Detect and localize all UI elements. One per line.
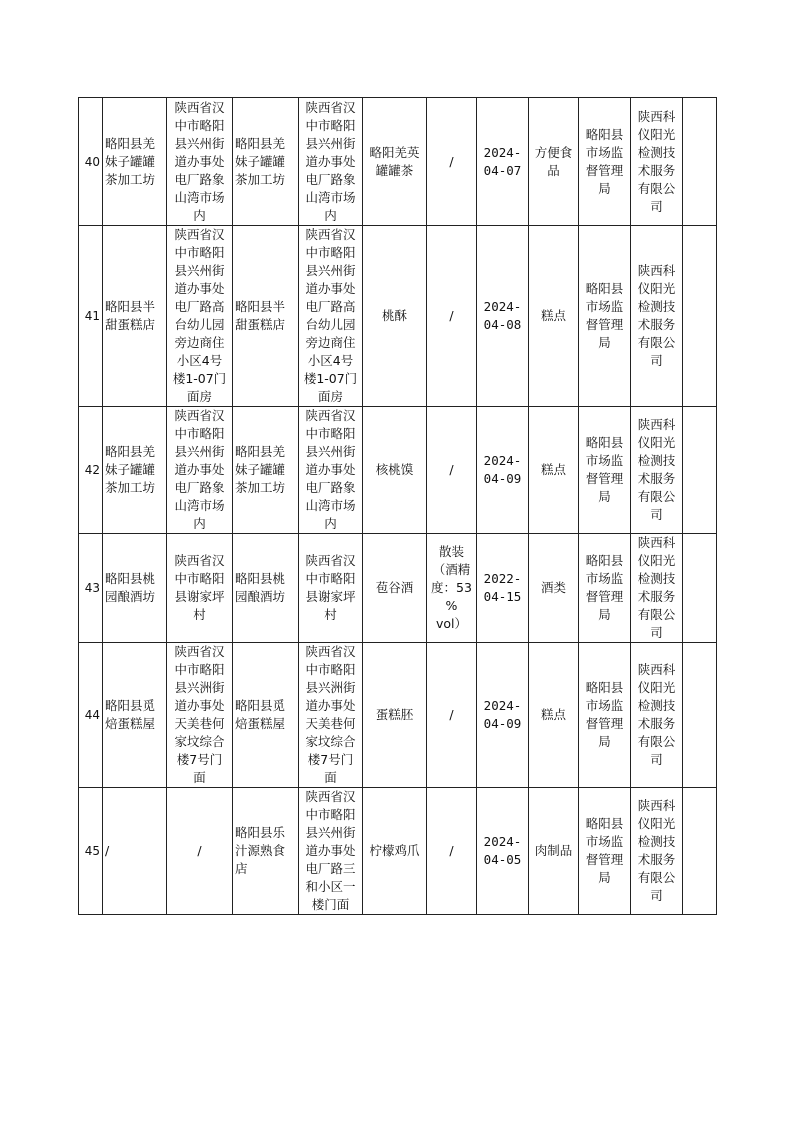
sampling-results-table	[78, 97, 717, 915]
row-number-cell: 41	[79, 226, 103, 407]
producer-address-cell: /	[167, 788, 233, 915]
product-name-cell: 蛋糕胚	[363, 643, 427, 788]
testing-agency-cell: 陕西科 仪阳光 检测技 术服务 有限公 司	[631, 98, 683, 226]
table-body	[79, 98, 717, 915]
product-name-cell: 略阳羌英 罐罐茶	[363, 98, 427, 226]
remarks-cell	[683, 226, 717, 407]
sampled-unit-name-cell: 略阳县羌 妹子罐罐 茶加工坊	[233, 98, 299, 226]
table-row	[79, 643, 717, 788]
producer-name-cell: /	[103, 788, 167, 915]
product-name-cell: 桃酥	[363, 226, 427, 407]
row-number-cell: 42	[79, 407, 103, 534]
producer-name-cell: 略阳县半 甜蛋糕店	[103, 226, 167, 407]
supervising-authority-cell: 略阳县 市场监 督管理 局	[579, 407, 631, 534]
sampled-unit-address-cell: 陕西省汉 中市略阳 县兴州街 道办事处 电厂路高 台幼儿园 旁边商住 小区4号 楼1-07门 面房	[299, 226, 363, 407]
supervising-authority-cell: 略阳县 市场监 督管理 局	[579, 788, 631, 915]
food-category-cell: 肉制品	[529, 788, 579, 915]
specification-cell: /	[427, 98, 477, 226]
testing-agency-cell: 陕西科 仪阳光 检测技 术服务 有限公 司	[631, 226, 683, 407]
product-name-cell: 苞谷酒	[363, 534, 427, 643]
row-number-cell: 43	[79, 534, 103, 643]
testing-agency-cell: 陕西科 仪阳光 检测技 术服务 有限公 司	[631, 534, 683, 643]
row-number-cell: 45	[79, 788, 103, 915]
remarks-cell	[683, 643, 717, 788]
sampled-unit-name-cell: 略阳县半 甜蛋糕店	[233, 226, 299, 407]
sampled-unit-address-cell: 陕西省汉 中市略阳 县兴州街 道办事处 电厂路三 和小区一 楼门面	[299, 788, 363, 915]
supervising-authority-cell: 略阳县 市场监 督管理 局	[579, 98, 631, 226]
producer-name-cell: 略阳县羌 妹子罐罐 茶加工坊	[103, 407, 167, 534]
testing-agency-cell: 陕西科 仪阳光 检测技 术服务 有限公 司	[631, 643, 683, 788]
remarks-cell	[683, 98, 717, 226]
production-date-cell: 2024- 04-07	[477, 98, 529, 226]
production-date-cell: 2024- 04-08	[477, 226, 529, 407]
testing-agency-cell: 陕西科 仪阳光 检测技 术服务 有限公 司	[631, 788, 683, 915]
producer-address-cell: 陕西省汉 中市略阳 县兴州街 道办事处 电厂路象 山湾市场 内	[167, 98, 233, 226]
product-name-cell: 核桃馍	[363, 407, 427, 534]
production-date-cell: 2024- 04-09	[477, 407, 529, 534]
sampled-unit-address-cell: 陕西省汉 中市略阳 县兴州街 道办事处 电厂路象 山湾市场 内	[299, 98, 363, 226]
table-row	[79, 407, 717, 534]
specification-cell: /	[427, 407, 477, 534]
sampled-unit-name-cell: 略阳县乐 汁源熟食 店	[233, 788, 299, 915]
sampled-unit-name-cell: 略阳县桃 园酿酒坊	[233, 534, 299, 643]
table-row	[79, 788, 717, 915]
food-category-cell: 糕点	[529, 226, 579, 407]
producer-address-cell: 陕西省汉 中市略阳 县兴洲街 道办事处 天美巷何 家坟综合 楼7号门 面	[167, 643, 233, 788]
row-number-cell: 44	[79, 643, 103, 788]
sampled-unit-address-cell: 陕西省汉 中市略阳 县谢家坪 村	[299, 534, 363, 643]
food-category-cell: 方便食 品	[529, 98, 579, 226]
table-row	[79, 226, 717, 407]
food-category-cell: 酒类	[529, 534, 579, 643]
sampled-unit-name-cell: 略阳县羌 妹子罐罐 茶加工坊	[233, 407, 299, 534]
remarks-cell	[683, 534, 717, 643]
producer-address-cell: 陕西省汉 中市略阳 县兴州街 道办事处 电厂路高 台幼儿园 旁边商住 小区4号 楼1-07门 面房	[167, 226, 233, 407]
producer-address-cell: 陕西省汉 中市略阳 县谢家坪 村	[167, 534, 233, 643]
producer-name-cell: 略阳县觅 焙蛋糕屋	[103, 643, 167, 788]
supervising-authority-cell: 略阳县 市场监 督管理 局	[579, 226, 631, 407]
supervising-authority-cell: 略阳县 市场监 督管理 局	[579, 534, 631, 643]
production-date-cell: 2024- 04-09	[477, 643, 529, 788]
supervising-authority-cell: 略阳县 市场监 督管理 局	[579, 643, 631, 788]
product-name-cell: 柠檬鸡爪	[363, 788, 427, 915]
specification-cell: /	[427, 226, 477, 407]
table-row	[79, 98, 717, 226]
specification-cell: 散装 （酒精 度：53 % vol）	[427, 534, 477, 643]
sampled-unit-name-cell: 略阳县觅 焙蛋糕屋	[233, 643, 299, 788]
remarks-cell	[683, 407, 717, 534]
remarks-cell	[683, 788, 717, 915]
sampled-unit-address-cell: 陕西省汉 中市略阳 县兴洲街 道办事处 天美巷何 家坟综合 楼7号门 面	[299, 643, 363, 788]
food-category-cell: 糕点	[529, 643, 579, 788]
specification-cell: /	[427, 788, 477, 915]
production-date-cell: 2022- 04-15	[477, 534, 529, 643]
food-category-cell: 糕点	[529, 407, 579, 534]
production-date-cell: 2024- 04-05	[477, 788, 529, 915]
producer-address-cell: 陕西省汉 中市略阳 县兴州街 道办事处 电厂路象 山湾市场 内	[167, 407, 233, 534]
producer-name-cell: 略阳县桃 园酿酒坊	[103, 534, 167, 643]
testing-agency-cell: 陕西科 仪阳光 检测技 术服务 有限公 司	[631, 407, 683, 534]
sampled-unit-address-cell: 陕西省汉 中市略阳 县兴州街 道办事处 电厂路象 山湾市场 内	[299, 407, 363, 534]
table-row	[79, 534, 717, 643]
producer-name-cell: 略阳县羌 妹子罐罐 茶加工坊	[103, 98, 167, 226]
specification-cell: /	[427, 643, 477, 788]
row-number-cell: 40	[79, 98, 103, 226]
